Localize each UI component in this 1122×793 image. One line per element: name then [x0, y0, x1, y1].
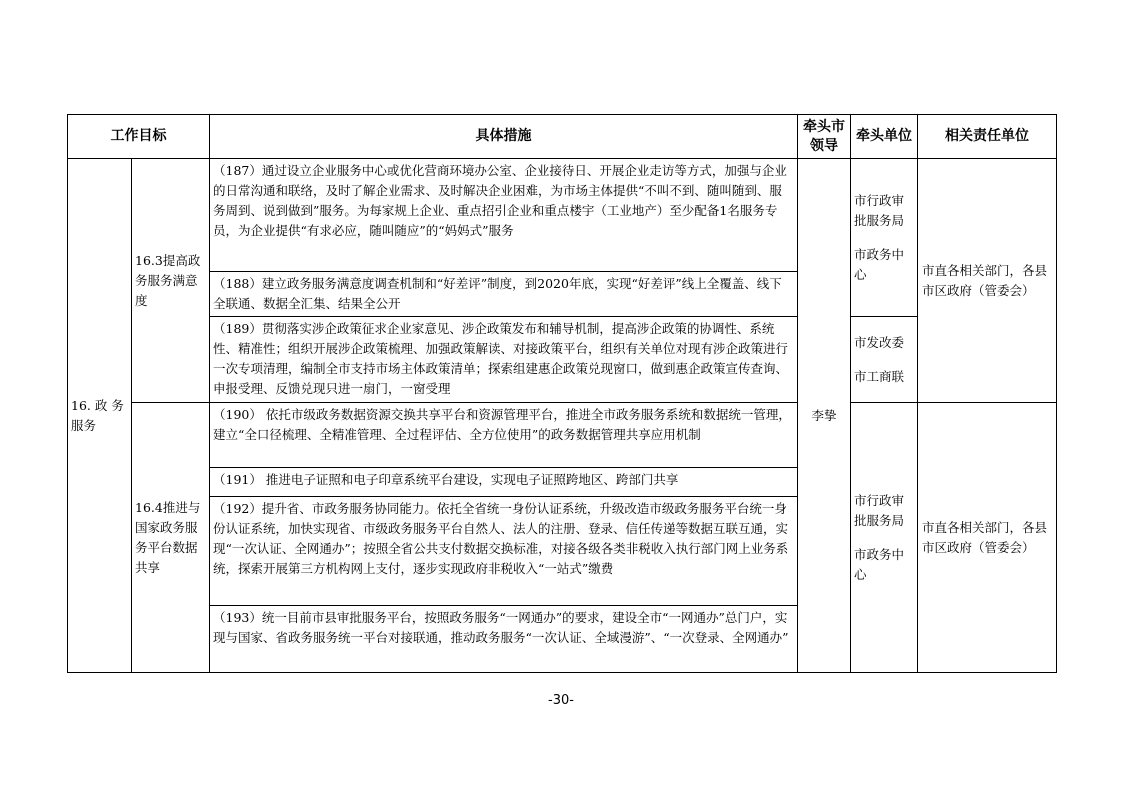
resp-unit-1: 市直各相关部门，各县市区政府（管委会）	[918, 159, 1057, 403]
table-row	[68, 403, 1057, 468]
leader-cell: 李挚	[798, 159, 851, 673]
task-table	[67, 114, 1057, 673]
measure-191: （191） 推进电子证照和电子印章系统平台建设，实现电子证照跨地区、跨部门共享	[210, 468, 798, 497]
header-lead-unit: 牵头单位	[851, 115, 918, 159]
table-row	[68, 317, 1057, 403]
header-row	[68, 115, 1057, 159]
measure-188: （188）建立政务服务满意度调查机制和“好差评”制度，到2020年底，实现“好差评”线上全覆盖、线下全联通、数据全汇集、结果全公开	[210, 272, 798, 317]
lead-unit-c	[851, 403, 918, 673]
header-resp-unit: 相关责任单位	[918, 115, 1057, 159]
lead-unit-name: 市工商联	[854, 368, 905, 384]
lead-unit-name: 市政务中心	[854, 546, 905, 582]
header-goal: 工作目标	[68, 115, 210, 159]
header-measures: 具体措施	[210, 115, 798, 159]
sub-goal-16-4: 16.4推进与国家政务服务平台数据共享	[132, 403, 210, 673]
lead-unit-name: 市行政审批服务局	[854, 492, 905, 528]
lead-unit-b	[851, 317, 918, 403]
page-number: -30-	[548, 693, 574, 708]
measure-187: （187）通过设立企业服务中心或优化营商环境办公室、企业接待日、开展企业走访等方式，加强与企业的日常沟通和联络，及时了解企业需求、及时解决企业困难，为市场主体提供“不叫不到、随叫随到、服务周到、说到做到”服务。为每家规上企业、重点招引企业和重点楼宇（工业地产）至少配备1名服务专员，为企业提供“有求必应，随叫随应”的“妈妈式”服务	[210, 159, 798, 272]
lead-unit-name: 市行政审批服务局	[854, 192, 905, 228]
lead-unit-name: 市政务中心	[854, 246, 905, 282]
measure-190: （190） 依托市级政务数据资源交换共享平台和资源管理平台，推进全市政务服务系统和数据统一管理，建立“全口径梳理、全精准管理、全过程评估、全方位使用”的政务数据管理共享应用机制	[210, 403, 798, 468]
goal-cell: 16. 政 务服务	[68, 159, 132, 673]
measure-193: （193）统一目前市县审批服务平台，按照政务服务“一网通办”的要求，建设全市“一网通办”总门户，实现与国家、省政务服务统一平台对接联通，推动政务服务“一次认证、全域漫游”、“一次登录、全网通办”	[210, 606, 798, 673]
resp-unit-2: 市直各相关部门，各县市区政府（管委会）	[918, 403, 1057, 673]
table-row	[68, 159, 1057, 272]
measure-192: （192）提升省、市政务服务协同能力。依托全省统一身份认证系统，升级改造市级政务服务平台统一身份认证系统，加快实现省、市级政务服务平台自然人、法人的注册、登录、信任传递等数据互联互通，实现“一次认证、全网通办”；按照全省公共支付数据交换标准，对接各级各类非税收入执行部门网上业务系统，探索开展第三方机构网上支付，逐步实现政府非税收入“一站式”缴费	[210, 497, 798, 606]
measure-189: （189）贯彻落实涉企政策征求企业家意见、涉企政策发布和辅导机制，提高涉企政策的协调性、系统性、精准性；组织开展涉企政策梳理、加强政策解读、对接政策平台，组织有关单位对现有涉企政策进行一次专项清理，编制全市支持市场主体政策清单；探索组建惠企政策兑现窗口，做到惠企政策宣传查询、申报受理、反馈兑现只进一扇门，一窗受理	[210, 317, 798, 403]
lead-unit-name: 市发改委	[854, 334, 905, 350]
lead-unit-a	[851, 159, 918, 317]
header-leader: 牵头市领导	[798, 115, 851, 159]
sub-goal-16-3: 16.3提高政务服务满意度	[132, 159, 210, 403]
